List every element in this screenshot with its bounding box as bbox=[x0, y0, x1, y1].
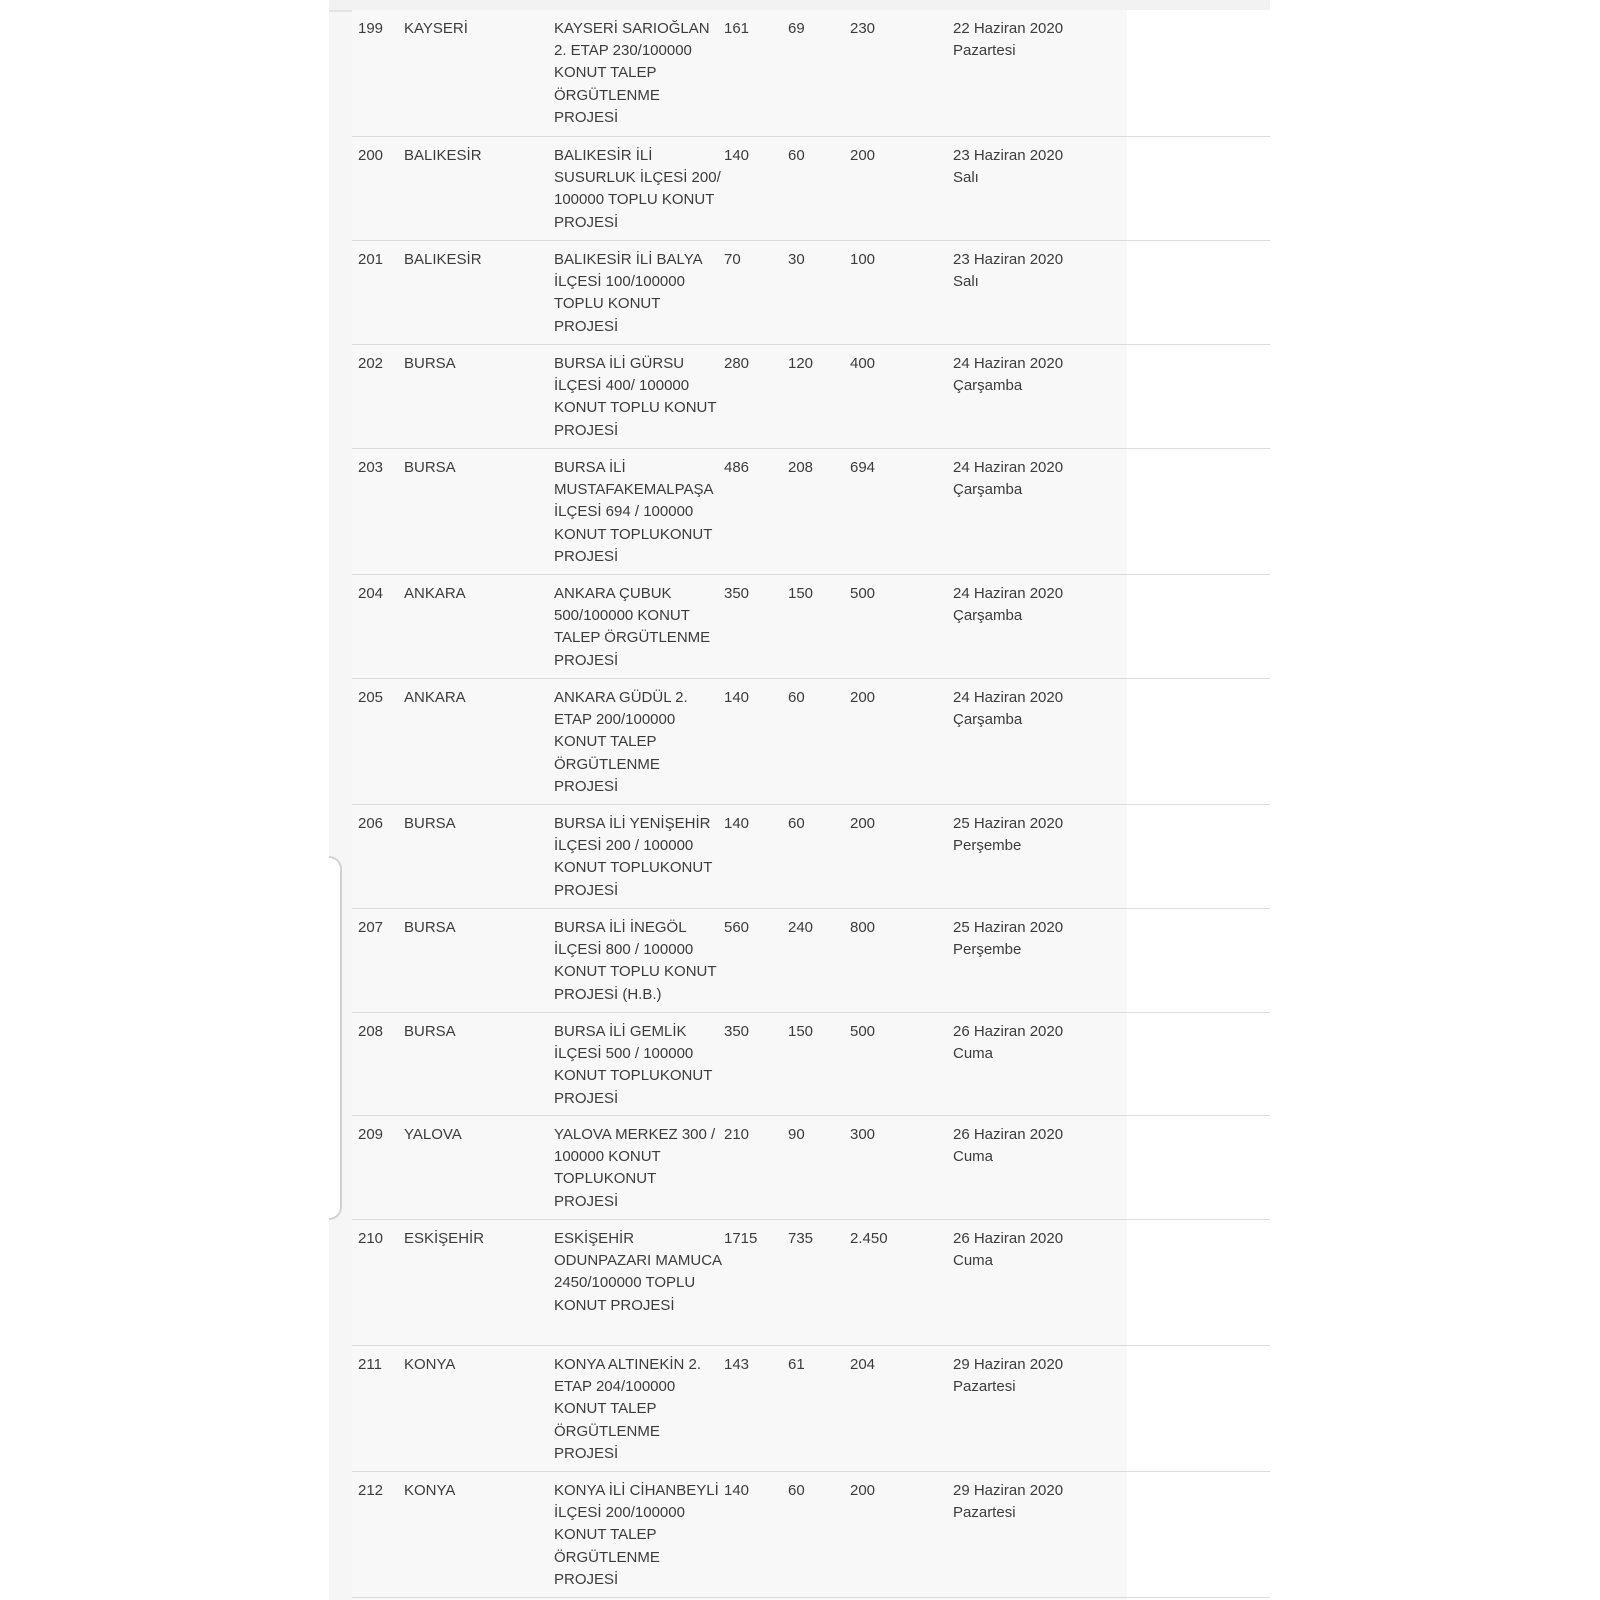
row-value-total: 800 bbox=[850, 919, 876, 936]
table-row bbox=[352, 1346, 1270, 1472]
row-date-cell bbox=[953, 457, 1133, 501]
row-day: Pazartesi bbox=[953, 42, 1016, 60]
row-value-a: 140 bbox=[724, 147, 750, 164]
row-day: Çarşamba bbox=[953, 377, 1023, 395]
row-value-b: 60 bbox=[788, 689, 805, 706]
row-project: BALIKESİR İLİ BALYA İLÇESİ 100/100000 TOPLU KONUT PROJESİ bbox=[554, 251, 702, 335]
row-project: ESKİŞEHİR ODUNPAZARI MAMUCA 2450/100000 TOPLU KONUT PROJESİ bbox=[554, 1230, 722, 1314]
row-date: 24 Haziran 2020 bbox=[953, 355, 1064, 372]
row-project: KAYSERİ SARIOĞLAN 2. ETAP 230/100000 KONUT TALEP ÖRGÜTLENME PROJESİ bbox=[554, 20, 710, 126]
row-day: Pazartesi bbox=[953, 1378, 1016, 1396]
row-value-b: 90 bbox=[788, 1126, 805, 1143]
row-value-a: 70 bbox=[724, 251, 741, 268]
row-value-total: 500 bbox=[850, 1023, 876, 1040]
row-date-cell bbox=[953, 1228, 1133, 1272]
row-city: KONYA bbox=[404, 1482, 456, 1499]
row-city: BURSA bbox=[404, 459, 456, 476]
row-number: 204 bbox=[358, 585, 384, 602]
row-day: Cuma bbox=[953, 1045, 994, 1063]
row-date: 29 Haziran 2020 bbox=[953, 1356, 1064, 1373]
row-value-b: 240 bbox=[788, 919, 814, 936]
row-value-total: 200 bbox=[850, 1482, 876, 1499]
row-number: 199 bbox=[358, 20, 384, 37]
table-row bbox=[352, 805, 1270, 909]
table-row bbox=[352, 345, 1270, 449]
row-city: ESKİŞEHİR bbox=[404, 1230, 485, 1247]
table-row bbox=[352, 909, 1270, 1013]
row-value-b: 150 bbox=[788, 585, 814, 602]
row-city: KONYA bbox=[404, 1356, 456, 1373]
row-day: Salı bbox=[953, 273, 979, 291]
row-date: 26 Haziran 2020 bbox=[953, 1023, 1064, 1040]
row-number: 207 bbox=[358, 919, 384, 936]
row-city: BALIKESİR bbox=[404, 251, 482, 268]
row-city: BURSA bbox=[404, 355, 456, 372]
side-panel-handle[interactable] bbox=[329, 856, 342, 1220]
row-value-b: 30 bbox=[788, 251, 805, 268]
row-value-b: 150 bbox=[788, 1023, 814, 1040]
table-row bbox=[352, 10, 1270, 137]
row-date: 24 Haziran 2020 bbox=[953, 459, 1064, 476]
row-city: KAYSERİ bbox=[404, 20, 468, 37]
row-project: KONYA ALTINEKİN 2. ETAP 204/100000 KONUT TALEP ÖRGÜTLENME PROJESİ bbox=[554, 1356, 701, 1462]
project-table bbox=[352, 10, 1270, 1600]
row-number: 209 bbox=[358, 1126, 384, 1143]
row-day: Çarşamba bbox=[953, 481, 1023, 499]
table-row bbox=[352, 1013, 1270, 1116]
row-day: Salı bbox=[953, 169, 979, 187]
row-day: Cuma bbox=[953, 1148, 994, 1166]
row-project: ANKARA GÜDÜL 2. ETAP 200/100000 KONUT TALEP ÖRGÜTLENME PROJESİ bbox=[554, 689, 688, 795]
row-number: 200 bbox=[358, 147, 384, 164]
row-value-total: 200 bbox=[850, 815, 876, 832]
row-number: 210 bbox=[358, 1230, 384, 1247]
row-value-total: 204 bbox=[850, 1356, 876, 1373]
row-project: ANKARA ÇUBUK 500/100000 KONUT TALEP ÖRGÜTLENME PROJESİ bbox=[554, 585, 711, 669]
row-value-total: 500 bbox=[850, 585, 876, 602]
row-number: 208 bbox=[358, 1023, 384, 1040]
row-value-total: 100 bbox=[850, 251, 876, 268]
table-row bbox=[352, 679, 1270, 805]
row-value-a: 140 bbox=[724, 815, 750, 832]
row-day: Çarşamba bbox=[953, 607, 1023, 625]
row-number: 205 bbox=[358, 689, 384, 706]
row-number: 211 bbox=[358, 1356, 382, 1373]
row-date-cell bbox=[953, 1354, 1133, 1398]
row-value-total: 300 bbox=[850, 1126, 876, 1143]
row-project: BURSA İLİ YENİŞEHİR İLÇESİ 200 / 100000 KONUT TOPLUKONUT PROJESİ bbox=[554, 815, 713, 899]
row-value-a: 140 bbox=[724, 689, 750, 706]
row-date-cell bbox=[953, 813, 1133, 857]
row-city: ANKARA bbox=[404, 689, 466, 706]
row-project: BURSA İLİ İNEGÖL İLÇESİ 800 / 100000 KONUT TOPLU KONUT PROJESİ (H.B.) bbox=[554, 919, 717, 1003]
row-city: BURSA bbox=[404, 919, 456, 936]
row-day: Perşembe bbox=[953, 837, 1022, 855]
row-value-b: 60 bbox=[788, 1482, 805, 1499]
row-value-a: 143 bbox=[724, 1356, 750, 1373]
row-project: KONYA İLİ CİHANBEYLİ İLÇESİ 200/100000 KONUT TALEP ÖRGÜTLENME PROJESİ bbox=[554, 1482, 719, 1588]
document-page bbox=[329, 0, 1270, 1600]
row-date: 25 Haziran 2020 bbox=[953, 815, 1064, 832]
row-city: ANKARA bbox=[404, 585, 466, 602]
row-value-a: 210 bbox=[724, 1126, 750, 1143]
row-date: 22 Haziran 2020 bbox=[953, 20, 1064, 37]
table-row bbox=[352, 1116, 1270, 1220]
table-row bbox=[352, 241, 1270, 345]
table-row bbox=[352, 1472, 1270, 1598]
row-date-cell bbox=[953, 583, 1133, 627]
row-date-cell bbox=[953, 1021, 1133, 1065]
table-row bbox=[352, 449, 1270, 575]
row-value-total: 230 bbox=[850, 20, 876, 37]
row-day: Cuma bbox=[953, 1252, 994, 1270]
row-date: 23 Haziran 2020 bbox=[953, 147, 1064, 164]
row-value-total: 200 bbox=[850, 689, 876, 706]
row-city: BURSA bbox=[404, 815, 456, 832]
row-number: 206 bbox=[358, 815, 384, 832]
row-date-cell bbox=[953, 353, 1133, 397]
row-date: 26 Haziran 2020 bbox=[953, 1126, 1064, 1143]
table-row bbox=[352, 1220, 1270, 1346]
row-project: BALIKESİR İLİ SUSURLUK İLÇESİ 200/ 100000 TOPLU KONUT PROJESİ bbox=[554, 147, 721, 231]
row-project: YALOVA MERKEZ 300 / 100000 KONUT TOPLUKONUT PROJESİ bbox=[554, 1126, 716, 1210]
row-value-b: 735 bbox=[788, 1230, 814, 1247]
table-row bbox=[352, 137, 1270, 241]
row-project: BURSA İLİ GEMLİK İLÇESİ 500 / 100000 KONUT TOPLUKONUT PROJESİ bbox=[554, 1023, 713, 1107]
row-date: 24 Haziran 2020 bbox=[953, 585, 1064, 602]
row-value-total: 400 bbox=[850, 355, 876, 372]
row-value-a: 280 bbox=[724, 355, 750, 372]
table-row bbox=[352, 575, 1270, 679]
row-value-a: 350 bbox=[724, 1023, 750, 1040]
row-value-b: 69 bbox=[788, 20, 805, 37]
row-number: 202 bbox=[358, 355, 384, 372]
row-date-cell bbox=[953, 249, 1133, 293]
row-value-a: 140 bbox=[724, 1482, 750, 1499]
row-value-total: 2.450 bbox=[850, 1230, 888, 1247]
row-value-a: 560 bbox=[724, 919, 750, 936]
row-project: BURSA İLİ GÜRSU İLÇESİ 400/ 100000 KONUT TOPLU KONUT PROJESİ bbox=[554, 355, 717, 439]
row-value-b: 60 bbox=[788, 147, 805, 164]
row-date-cell bbox=[953, 145, 1133, 189]
row-date: 23 Haziran 2020 bbox=[953, 251, 1064, 268]
row-number: 212 bbox=[358, 1482, 384, 1499]
row-value-total: 694 bbox=[850, 459, 876, 476]
row-value-b: 60 bbox=[788, 815, 805, 832]
row-value-a: 486 bbox=[724, 459, 750, 476]
row-date: 25 Haziran 2020 bbox=[953, 919, 1064, 936]
row-day: Perşembe bbox=[953, 941, 1022, 959]
row-city: BALIKESİR bbox=[404, 147, 482, 164]
row-city: YALOVA bbox=[404, 1126, 462, 1143]
row-day: Çarşamba bbox=[953, 711, 1023, 729]
row-value-total: 200 bbox=[850, 147, 876, 164]
row-value-b: 61 bbox=[788, 1356, 805, 1373]
row-date-cell bbox=[953, 687, 1133, 731]
row-value-a: 350 bbox=[724, 585, 750, 602]
row-date: 24 Haziran 2020 bbox=[953, 689, 1064, 706]
row-number: 203 bbox=[358, 459, 384, 476]
row-date: 29 Haziran 2020 bbox=[953, 1482, 1064, 1499]
row-date-cell bbox=[953, 1480, 1133, 1524]
row-number: 201 bbox=[358, 251, 384, 268]
row-date: 26 Haziran 2020 bbox=[953, 1230, 1064, 1247]
row-value-a: 161 bbox=[724, 20, 750, 37]
row-value-a: 1715 bbox=[724, 1230, 758, 1247]
row-date-cell bbox=[953, 18, 1133, 62]
row-day: Pazartesi bbox=[953, 1504, 1016, 1522]
row-date-cell bbox=[953, 1124, 1133, 1168]
row-city: BURSA bbox=[404, 1023, 456, 1040]
row-value-b: 208 bbox=[788, 459, 814, 476]
row-project: BURSA İLİ MUSTAFAKEMALPAŞA İLÇESİ 694 / 100000 KONUT TOPLUKONUT PROJESİ bbox=[554, 459, 713, 565]
row-value-b: 120 bbox=[788, 355, 814, 372]
row-date-cell bbox=[953, 917, 1133, 961]
